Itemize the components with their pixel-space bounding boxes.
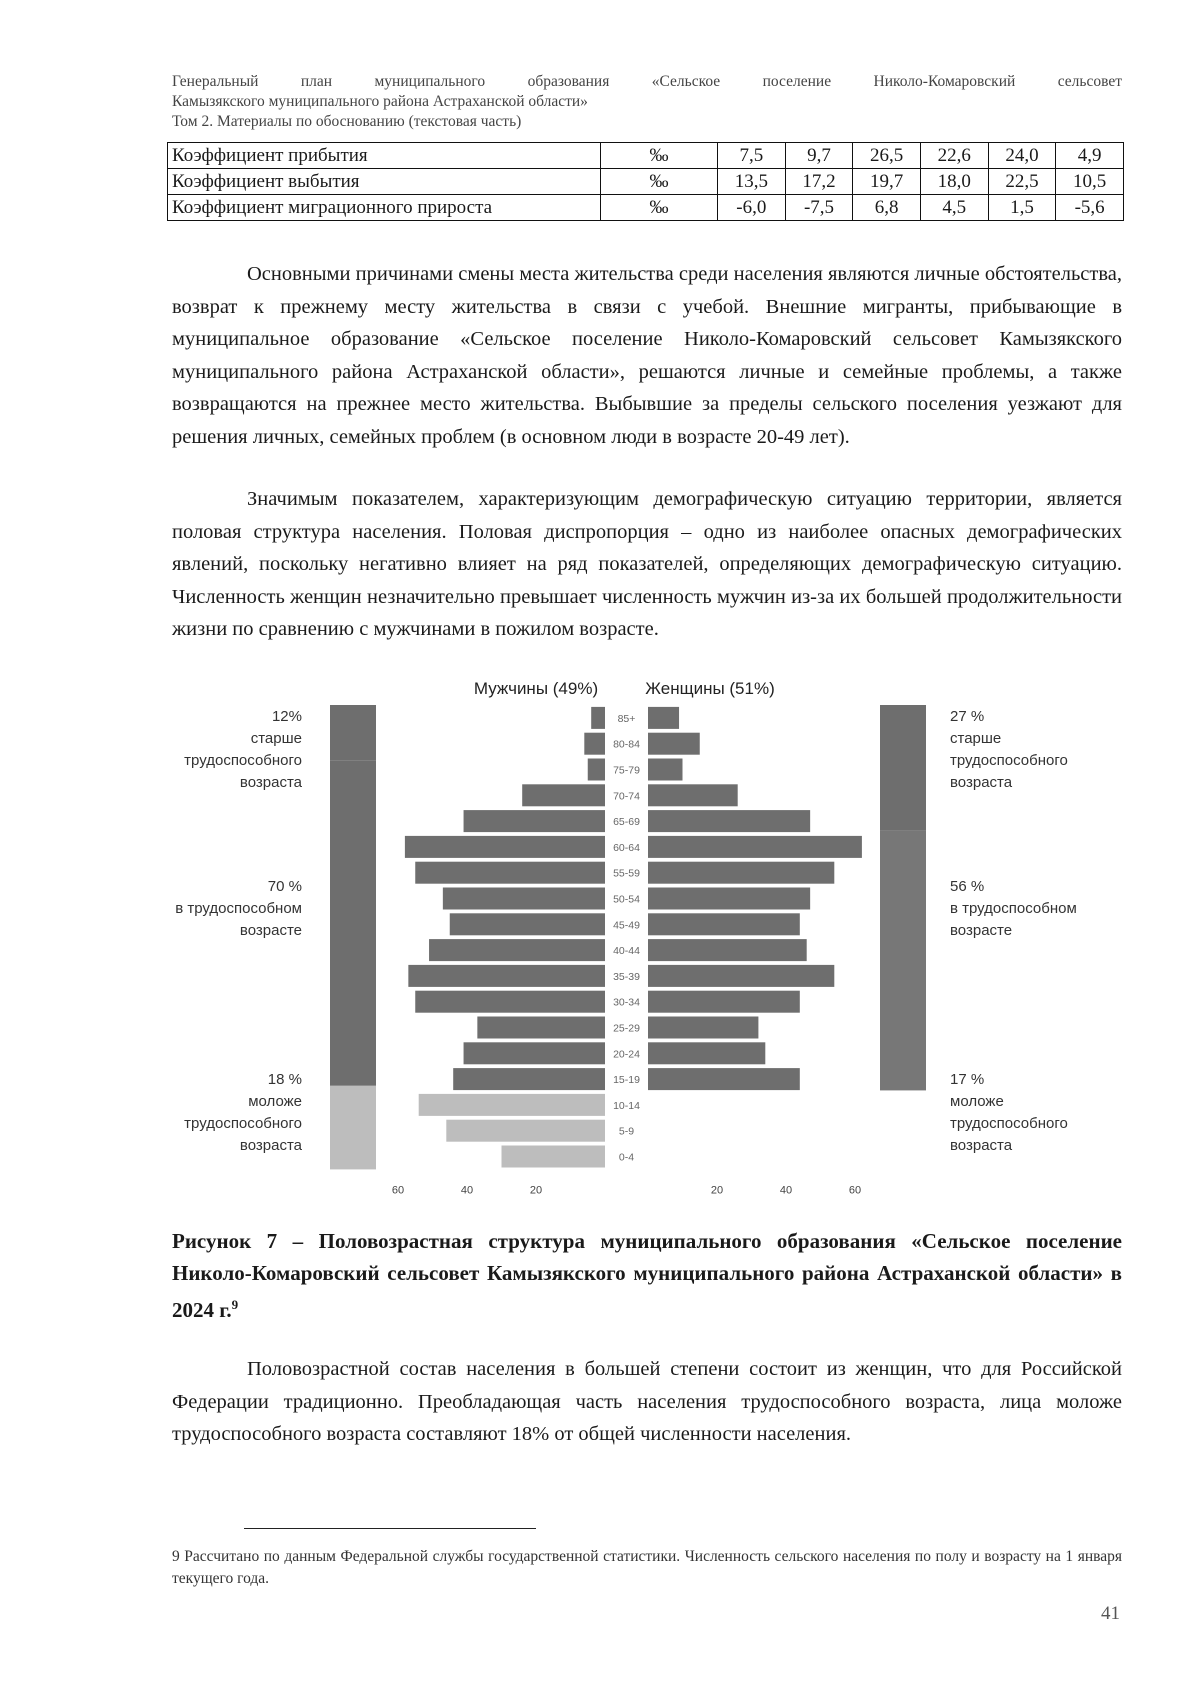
rate-value-cell: 9,7 xyxy=(785,143,853,169)
x-tick-left: 40 xyxy=(460,1184,474,1197)
rates-table-row xyxy=(168,169,1124,195)
rate-value-cell: 24,0 xyxy=(988,143,1056,169)
rate-value-cell: -6,0 xyxy=(718,195,786,221)
x-tick-left: 60 xyxy=(391,1184,405,1197)
men-group-label-0: старше xyxy=(250,730,302,747)
men-bar-10-14 xyxy=(419,1094,605,1116)
women-group-label-2: моложе xyxy=(950,1093,1004,1110)
men-bar-60-64 xyxy=(405,836,605,858)
women-group-label-0: старше xyxy=(950,730,1002,747)
men-group-label-2: моложе xyxy=(248,1093,302,1110)
women-bar-40-44 xyxy=(648,939,807,961)
men-bar-35-39 xyxy=(408,965,605,987)
paragraph-2-text: Значимым показателем, характеризующим демографическую ситуацию территории, является половая структура населения. Половая диспропорция – одно из наиболее опасных демографических явлений, поскольку негативно влияет на ряд показателей, определяющих демографическую ситуацию. Численность женщин незначительно превышает численность мужчин из-за их большей продолжительности жизни по сравнению с мужчинами в пожилом возрасте. xyxy=(172,488,1122,640)
women-group-percent-0: 27 % xyxy=(950,708,985,725)
women-group-label-2: трудоспособного xyxy=(950,1115,1068,1132)
rate-name-cell: Коэффициент выбытия xyxy=(168,169,601,195)
men-group-percent-1: 70 % xyxy=(267,878,302,895)
men-group-label-1: возрасте xyxy=(239,922,302,939)
women-bar-65-69 xyxy=(648,810,810,832)
women-bar-55-59 xyxy=(648,862,834,884)
rate-value-cell: 22,5 xyxy=(988,169,1056,195)
men-group-label-0: трудоспособного xyxy=(184,752,302,769)
figure-caption xyxy=(172,1225,1122,1326)
header-line-1: Генеральный план муниципального образования «Сельское поселение Николо-Комаровский сельсовет xyxy=(172,73,1122,90)
men-bar-0-4 xyxy=(502,1146,606,1168)
page-number: 41 xyxy=(1101,1603,1120,1624)
rate-value-cell: 1,5 xyxy=(988,195,1056,221)
women-group-percent-1: 56 % xyxy=(950,878,985,895)
paragraph-1 xyxy=(172,258,1122,453)
women-bar-85+ xyxy=(648,707,679,729)
age-label-80-84: 80-84 xyxy=(613,738,640,751)
x-tick-right: 20 xyxy=(710,1184,724,1197)
men-bar-45-49 xyxy=(450,913,605,935)
women-group-label-1: в трудоспособном xyxy=(950,900,1077,917)
rate-value-cell: 17,2 xyxy=(785,169,853,195)
men-bar-55-59 xyxy=(415,862,605,884)
women-bar-20-24 xyxy=(648,1042,765,1064)
footnote-separator xyxy=(244,1528,536,1529)
women-bar-45-49 xyxy=(648,913,800,935)
age-label-10-14: 10-14 xyxy=(613,1099,640,1112)
rate-value-cell: 7,5 xyxy=(718,143,786,169)
footnote-reference: 9 xyxy=(231,1297,239,1312)
age-label-35-39: 35-39 xyxy=(613,970,640,983)
age-label-5-9: 5-9 xyxy=(618,1125,635,1138)
men-bar-15-19 xyxy=(453,1068,605,1090)
figure-caption-text: Рисунок 7 – Половозрастная структура муниципального образования «Сельское поселение Николо-Комаровский сельсовет Камызякского муниципального района Астраханской области» в 2024 г. xyxy=(172,1229,1122,1322)
rate-name-cell: Коэффициент миграционного прироста xyxy=(168,195,601,221)
footnote: 9 Рассчитано по данным Федеральной службы государственной статистики. Численность сельского населения по полу и возрасту на 1 января текущего года. xyxy=(172,1548,1122,1587)
paragraph-3-text: Половозрастной состав населения в большей степени состоит из женщин, что для Российской Федерации традиционно. Преобладающая часть населения трудоспособного возраста, лица моложе трудоспособного возраста составляют 18% от общей численности населения. xyxy=(172,1358,1122,1445)
rates-table-row xyxy=(168,143,1124,169)
women-group-label-1: возрасте xyxy=(950,922,1013,939)
legend-women: Женщины (51%) xyxy=(645,679,775,698)
men-bar-20-24 xyxy=(464,1042,605,1064)
x-tick-right: 40 xyxy=(779,1184,793,1197)
rate-value-cell: -7,5 xyxy=(785,195,853,221)
age-label-0-4: 0-4 xyxy=(618,1151,635,1164)
women-bar-15-19 xyxy=(648,1068,800,1090)
rate-value-cell: 26,5 xyxy=(853,143,921,169)
page-header xyxy=(172,72,1122,132)
women-bar-80-84 xyxy=(648,733,700,755)
x-tick-left: 20 xyxy=(529,1184,543,1197)
age-label-70-74: 70-74 xyxy=(613,790,640,803)
men-group-percent-2: 18 % xyxy=(267,1071,302,1088)
rate-unit-cell: ‰ xyxy=(601,195,718,221)
rate-value-cell: 19,7 xyxy=(853,169,921,195)
age-label-40-44: 40-44 xyxy=(613,945,640,958)
x-tick-right: 60 xyxy=(848,1184,862,1197)
men-bar-40-44 xyxy=(429,939,605,961)
rate-value-cell: 13,5 xyxy=(718,169,786,195)
men-group-percent-0: 12% xyxy=(271,708,302,725)
rate-value-cell: 4,9 xyxy=(1056,143,1124,169)
men-group-label-0: возраста xyxy=(239,774,302,791)
age-label-60-64: 60-64 xyxy=(613,841,640,854)
women-column-share-1 xyxy=(880,830,926,1090)
men-group-label-2: возраста xyxy=(239,1137,302,1154)
age-label-15-19: 15-19 xyxy=(613,1074,640,1087)
header-line-3: Том 2. Материалы по обоснованию (текстовая часть) xyxy=(172,113,522,130)
women-bar-30-34 xyxy=(648,991,800,1013)
migration-rates-table xyxy=(167,142,1124,221)
rate-value-cell: 10,5 xyxy=(1056,169,1124,195)
header-line-2: Камызякского муниципального района Астраханской области» xyxy=(172,93,588,110)
men-group-label-1: в трудоспособном xyxy=(175,900,302,917)
rate-name-cell: Коэффициент прибытия xyxy=(168,143,601,169)
women-bar-70-74 xyxy=(648,784,738,806)
age-label-85+: 85+ xyxy=(617,712,636,725)
women-bar-60-64 xyxy=(648,836,862,858)
age-label-65-69: 65-69 xyxy=(613,816,640,829)
population-pyramid-chart xyxy=(0,670,1200,1200)
women-bar-25-29 xyxy=(648,1017,758,1039)
men-bar-80-84 xyxy=(584,733,605,755)
pyramid-svg xyxy=(0,670,1200,1200)
age-label-20-24: 20-24 xyxy=(613,1048,640,1061)
paragraph-3 xyxy=(172,1353,1122,1451)
men-bar-5-9 xyxy=(446,1120,605,1142)
age-label-45-49: 45-49 xyxy=(613,919,640,932)
legend-men: Мужчины (49%) xyxy=(473,679,599,698)
women-group-label-2: возраста xyxy=(950,1137,1013,1154)
paragraph-1-text: Основными причинами смены места жительства среди населения являются личные обстоятельства, возврат к прежнему месту жительства в связи с учебой. Внешние мигранты, прибывающие в муниципальное образование «Сельское поселение Николо-Комаровский сельсовет Камызякского муниципального района Астраханской области», решаются личные и семейные проблемы, а также возвращаются на прежнее место жительства. Выбывшие за пределы сельского поселения уезжают для решения личных, семейных проблем (в основном люди в возрасте 20-49 лет). xyxy=(172,263,1122,448)
women-column-share-2 xyxy=(880,1090,926,1169)
age-label-50-54: 50-54 xyxy=(613,893,640,906)
women-bar-35-39 xyxy=(648,965,834,987)
men-column-share-1 xyxy=(330,761,376,1086)
rate-value-cell: 18,0 xyxy=(920,169,988,195)
rate-unit-cell: ‰ xyxy=(601,169,718,195)
rates-table-row xyxy=(168,195,1124,221)
age-label-75-79: 75-79 xyxy=(613,764,640,777)
paragraph-2 xyxy=(172,483,1122,646)
women-bar-50-54 xyxy=(648,888,810,910)
women-bar-75-79 xyxy=(648,759,683,781)
men-bar-75-79 xyxy=(588,759,605,781)
men-column-share-2 xyxy=(330,1086,376,1170)
men-group-label-2: трудоспособного xyxy=(184,1115,302,1132)
age-label-30-34: 30-34 xyxy=(613,996,640,1009)
women-group-label-0: возраста xyxy=(950,774,1013,791)
women-group-percent-2: 17 % xyxy=(950,1071,985,1088)
men-bar-85+ xyxy=(591,707,605,729)
women-group-label-0: трудоспособного xyxy=(950,752,1068,769)
men-bar-25-29 xyxy=(477,1017,605,1039)
women-column-share-0 xyxy=(880,705,926,830)
age-label-25-29: 25-29 xyxy=(613,1022,640,1035)
men-bar-65-69 xyxy=(464,810,605,832)
rate-value-cell: -5,6 xyxy=(1056,195,1124,221)
rate-value-cell: 22,6 xyxy=(920,143,988,169)
men-bar-70-74 xyxy=(522,784,605,806)
rate-value-cell: 6,8 xyxy=(853,195,921,221)
rate-value-cell: 4,5 xyxy=(920,195,988,221)
age-label-55-59: 55-59 xyxy=(613,867,640,880)
men-column-share-0 xyxy=(330,705,376,761)
men-bar-50-54 xyxy=(443,888,605,910)
men-bar-30-34 xyxy=(415,991,605,1013)
rate-unit-cell: ‰ xyxy=(601,143,718,169)
